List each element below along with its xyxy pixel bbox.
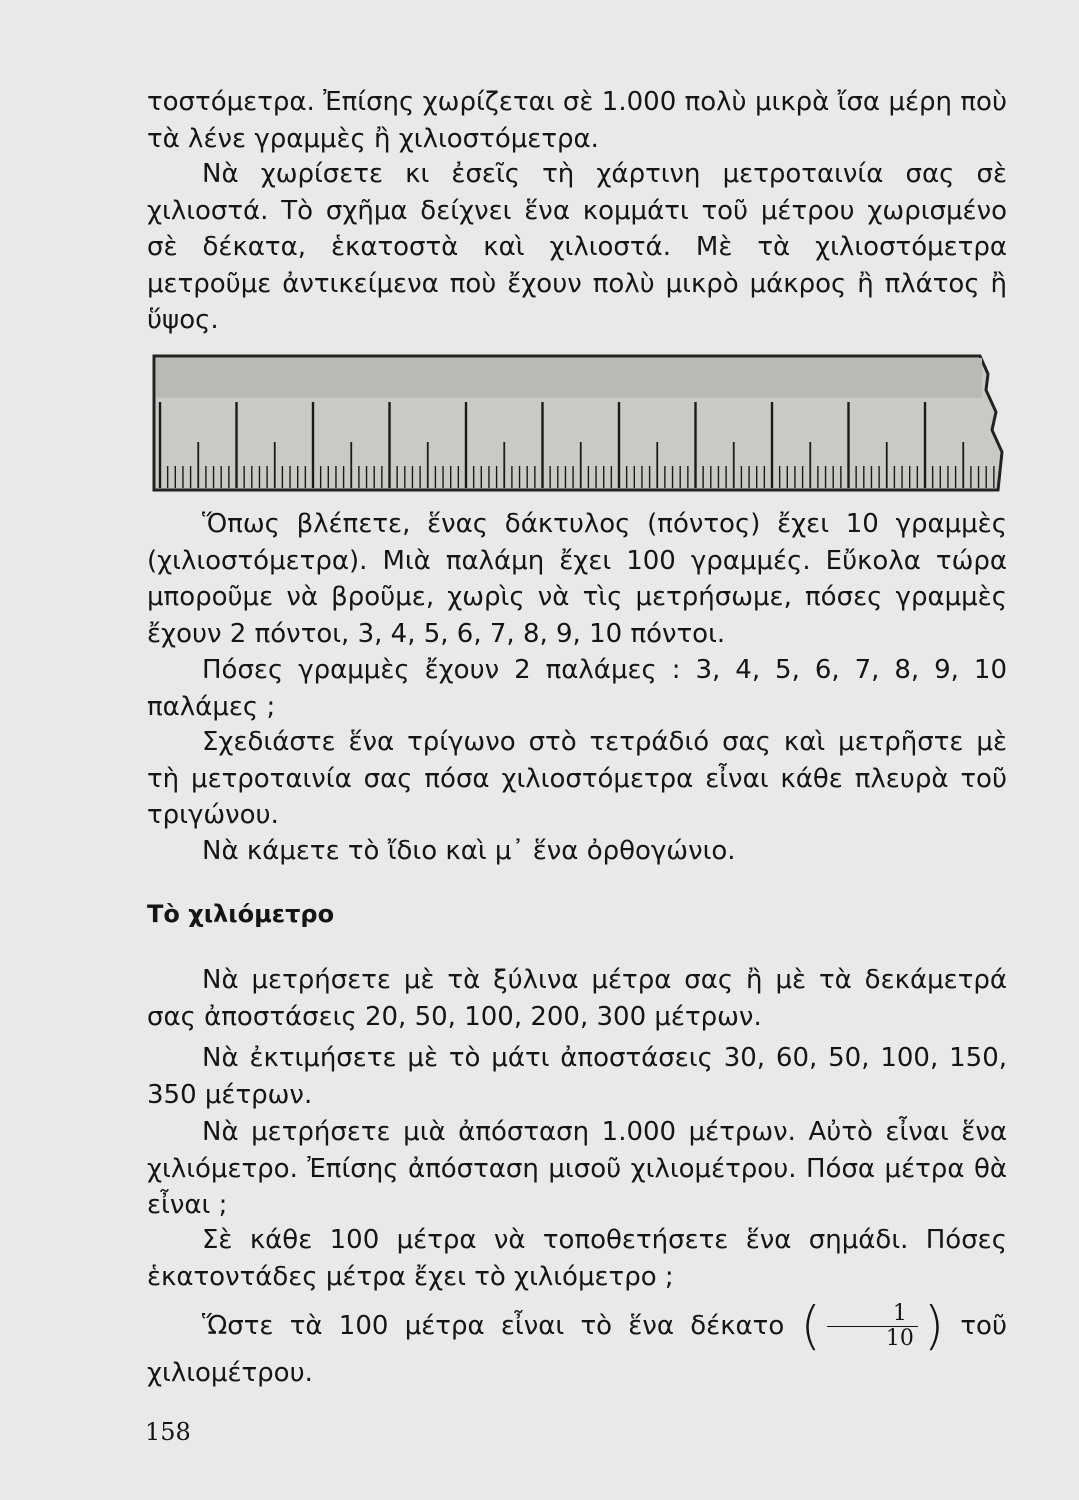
paragraph: Ὅπως βλέπετε, ἕνας δάκτυλος (πόντος) ἔχει 10 γραμμὲς (χιλιοστόμετρα). Μιὰ παλάμη ἔχει 100 γραμμές. Εὔκολα τώρα μποροῦμε νὰ βροῦμε, χωρὶς νὰ τὶς μετρήσωμε, πόσες γραμμὲς ἔχουν 2 πόντοι, 3, 4, 5, 6, 7, 8, 9, 10 πόντοι. — [147, 509, 1007, 649]
paragraph: Νὰ κάμετε τὸ ἴδιο καὶ μ᾿ ἕνα ὀρθογώνιο. — [202, 836, 736, 866]
paragraph: Νὰ μετρήσετε μιὰ ἀπόσταση 1.000 μέτρων. Αὐτὸ εἶναι ἕνα χιλιόμετρο. Ἐπίσης ἀπόσταση μισοῦ χιλιομέτρου. Πόσα μέτρα θὰ εἶναι ; — [147, 1117, 1007, 1220]
paragraph: Πόσες γραμμὲς ἔχουν 2 παλάμες : 3, 4, 5, 6, 7, 8, 9, 10 παλάμες ; — [147, 655, 1007, 722]
section-heading: Τὸ χιλιόμετρο — [147, 900, 335, 928]
page-number: 158 — [145, 1418, 191, 1446]
paragraph: Σχεδιάστε ἕνα τρίγωνο στὸ τετράδιό σας καὶ μετρῆστε μὲ τὴ μετροταινία σας πόσα χιλιοστόμετρα εἶναι κάθε πλευρὰ τοῦ τριγώνου. — [147, 727, 1007, 830]
fraction-text-before: Ὥστε τὰ 100 μέτρα εἶναι τὸ ἕνα δέκατο — [202, 1311, 785, 1341]
fraction — [821, 1302, 924, 1351]
fraction-text-after: τοῦ χιλιομέτρου. — [147, 1311, 1008, 1388]
right-paren: ) — [923, 1296, 945, 1357]
paragraph: τοστόμετρα. Ἐπίσης χωρίζεται σὲ 1.000 πολὺ μικρὰ ἴσα μέρη ποὺ τὰ λένε γραμμὲς ἢ χιλιοστόμετρα. — [147, 87, 1007, 154]
fraction-numerator: 1 — [827, 1302, 918, 1327]
ruler-figure — [150, 352, 1005, 492]
paragraph: Σὲ κάθε 100 μέτρα νὰ τοποθετήσετε ἕνα σημάδι. Πόσες ἑκατοντάδες μέτρα ἔχει τὸ χιλιόμετρο ; — [147, 1225, 1007, 1292]
left-paren: ( — [800, 1296, 821, 1357]
paragraph: Νὰ ἐκτιμήσετε μὲ τὸ μάτι ἀποστάσεις 30, 60, 50, 100, 150, 350 μέτρων. — [147, 1043, 1007, 1110]
paragraph: Νὰ χωρίσετε κι ἐσεῖς τὴ χάρτινη μετροταινία σας σὲ χιλιοστά. Τὸ σχῆμα δείχνει ἕνα κομμάτι τοῦ μέτρου χωρισμένο σὲ δέκατα, ἑκατοστὰ καὶ χιλιοστά. Μὲ τὰ χιλιοστόμετρα μετροῦμε ἀντικείμενα ποὺ ἔχουν πολὺ μικρὸ μάκρος ἢ πλάτος ἢ ὕψος. — [147, 159, 1007, 335]
fraction-paragraph — [147, 1296, 1008, 1395]
paragraph: Νὰ μετρήσετε μὲ τὰ ξύλινα μέτρα σας ἢ μὲ τὰ δεκάμετρά σας ἀποστάσεις 20, 50, 100, 200, 300 μέτρων. — [147, 965, 1007, 1032]
ruler-top-band — [156, 358, 982, 398]
fraction-denominator: 10 — [885, 1326, 914, 1351]
